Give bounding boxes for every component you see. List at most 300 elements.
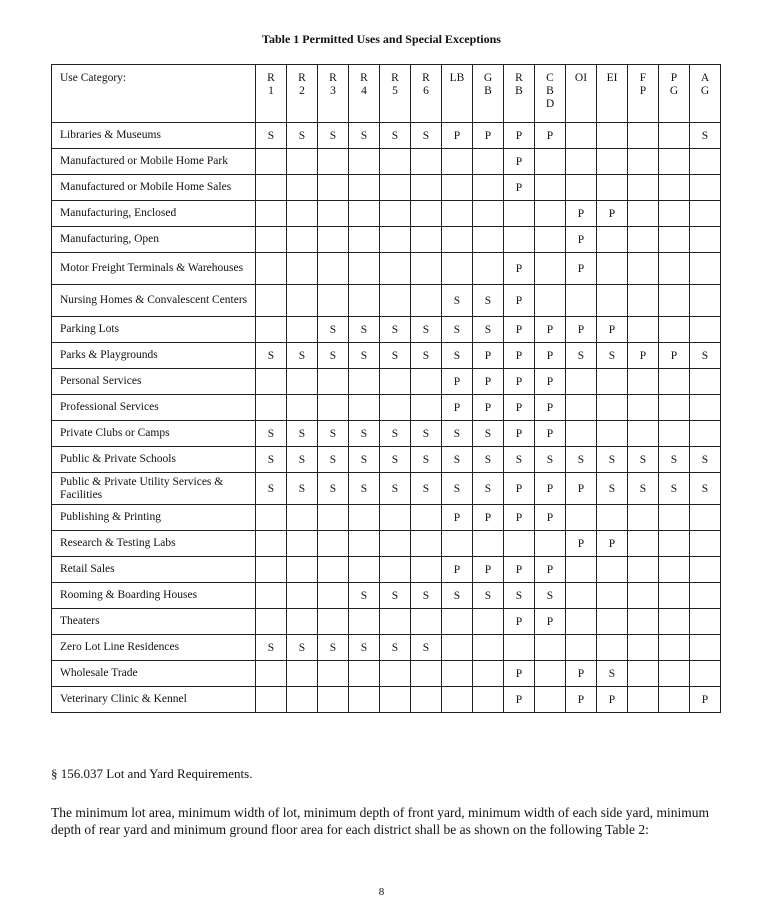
permission-cell: P [504,395,535,421]
use-category-cell: Public & Private Schools [52,447,256,473]
permission-cell [628,505,659,531]
permission-cell: S [349,421,380,447]
table-row [52,343,721,369]
district-header [411,65,442,123]
permission-cell: P [566,687,597,713]
district-header [256,65,287,123]
use-category-cell: Parking Lots [52,317,256,343]
permission-cell: S [287,447,318,473]
permission-cell [411,395,442,421]
permission-cell [690,227,721,253]
permission-cell: S [256,635,287,661]
use-category-cell: Manufactured or Mobile Home Sales [52,175,256,201]
permission-cell [349,395,380,421]
permission-cell [287,687,318,713]
district-header [380,65,411,123]
permission-cell: P [504,473,535,505]
permission-cell: S [256,123,287,149]
permission-cell [659,395,690,421]
permission-cell [566,395,597,421]
permission-cell: S [473,447,504,473]
permission-cell [597,505,628,531]
permission-cell [349,369,380,395]
table-row [52,175,721,201]
permission-cell: S [349,447,380,473]
district-code-part: G [669,85,679,97]
permission-cell [442,253,473,285]
permission-cell: P [504,285,535,317]
district-code-part: A [700,72,710,84]
district-code-part: D [545,98,555,110]
permission-cell: S [597,473,628,505]
permission-cell: P [535,421,566,447]
district-header [566,65,597,123]
permission-cell [690,505,721,531]
permission-cell: S [566,447,597,473]
permission-cell: S [349,473,380,505]
permission-cell [690,175,721,201]
permission-cell [473,531,504,557]
permission-cell [628,175,659,201]
permission-cell: S [380,635,411,661]
district-code-part: C [546,72,554,84]
permission-cell [690,369,721,395]
permission-cell [566,149,597,175]
permission-cell [256,175,287,201]
permission-cell [287,285,318,317]
permission-cell [628,661,659,687]
permission-cell: S [349,343,380,369]
permission-cell: P [504,343,535,369]
permission-cell [411,531,442,557]
permission-cell [473,253,504,285]
permission-cell [690,149,721,175]
permission-cell [659,317,690,343]
permission-cell [442,609,473,635]
permission-cell [256,317,287,343]
table-row [52,661,721,687]
table-row [52,369,721,395]
permission-cell [380,227,411,253]
permission-cell [287,531,318,557]
district-code-part: EI [606,72,618,84]
permission-cell: S [442,285,473,317]
district-header [473,65,504,123]
permission-cell [411,201,442,227]
permission-cell: S [473,317,504,343]
permission-cell [256,253,287,285]
permission-cell: S [473,583,504,609]
permission-cell: P [473,505,504,531]
use-category-cell: Personal Services [52,369,256,395]
district-header [318,65,349,123]
district-code-part: R [391,72,399,84]
permission-cell [442,201,473,227]
permission-cell: P [535,609,566,635]
district-header [535,65,566,123]
permission-cell: S [318,123,349,149]
permission-cell [287,369,318,395]
permission-cell [628,369,659,395]
permission-cell [287,557,318,583]
permission-cell: S [411,635,442,661]
permission-cell [349,505,380,531]
district-code-part: 1 [268,85,274,97]
permission-cell [566,505,597,531]
permission-cell [256,395,287,421]
table-row [52,557,721,583]
district-code-part: B [515,85,523,97]
permission-cell [535,285,566,317]
use-category-cell: Public & Private Utility Services & Facilities [52,473,256,505]
permission-cell [318,557,349,583]
permission-cell: P [535,123,566,149]
use-category-cell: Manufacturing, Enclosed [52,201,256,227]
district-code-part: G [483,72,493,84]
permission-cell: P [473,369,504,395]
permission-cell: P [628,343,659,369]
permission-cell [628,227,659,253]
permission-cell [628,149,659,175]
permission-cell: S [380,123,411,149]
permission-cell [659,285,690,317]
permission-cell [535,687,566,713]
permission-cell [690,531,721,557]
permission-cell: S [411,343,442,369]
permission-cell [287,583,318,609]
permission-cell [411,253,442,285]
table-row [52,227,721,253]
permission-cell [690,583,721,609]
permission-cell: S [287,473,318,505]
permission-cell: P [504,123,535,149]
table-title: Table 1 Permitted Uses and Special Exceptions [262,32,501,46]
table-row [52,473,721,505]
permission-cell [535,661,566,687]
permission-cell [504,635,535,661]
permission-cell: S [380,473,411,505]
permission-cell: S [628,473,659,505]
permission-cell: P [566,201,597,227]
district-code-part: R [298,72,306,84]
permission-cell: S [597,447,628,473]
permission-cell [380,395,411,421]
permission-cell [473,227,504,253]
district-header [287,65,318,123]
permission-cell [690,421,721,447]
permission-cell: P [442,505,473,531]
permission-cell [287,253,318,285]
permission-cell [442,635,473,661]
permission-cell: S [659,473,690,505]
permission-cell [411,557,442,583]
permission-cell: S [411,473,442,505]
permission-cell [597,285,628,317]
permission-cell [659,149,690,175]
permission-cell [473,149,504,175]
permission-cell [597,635,628,661]
permission-cell [659,123,690,149]
use-category-cell: Zero Lot Line Residences [52,635,256,661]
permission-cell [380,201,411,227]
permission-cell [380,687,411,713]
permitted-uses-table [51,64,721,713]
district-code-part: G [700,85,710,97]
use-category-cell: Parks & Playgrounds [52,343,256,369]
district-code-part: P [639,85,647,97]
body-paragraph: The minimum lot area, minimum width of lot, minimum depth of front yard, minimum width of each side yard, minimum depth of rear yard and minimum ground floor area for each district shall be as shown on the following Table 2: [51,805,710,837]
use-category-cell: Retail Sales [52,557,256,583]
permission-cell [380,175,411,201]
permission-cell [318,227,349,253]
permission-cell [566,635,597,661]
permission-cell [411,609,442,635]
permission-cell: S [690,123,721,149]
permission-cell [442,149,473,175]
district-code-part: R [329,72,337,84]
permission-cell: S [473,421,504,447]
permission-cell [256,557,287,583]
district-code-part: 5 [392,85,398,97]
permission-cell: S [380,343,411,369]
permission-cell [690,609,721,635]
district-code-part: R [360,72,368,84]
permission-cell [349,201,380,227]
district-code-part: 6 [423,85,429,97]
permission-cell: P [597,531,628,557]
permission-cell [659,227,690,253]
permission-cell [659,687,690,713]
district-code-part: R [515,72,523,84]
permission-cell [318,369,349,395]
permission-cell [628,687,659,713]
district-header [504,65,535,123]
permission-cell: S [380,421,411,447]
permission-cell: S [628,447,659,473]
permission-cell [318,175,349,201]
permission-cell: S [380,317,411,343]
permission-cell: S [287,421,318,447]
permission-cell: S [442,421,473,447]
permission-cell: S [380,583,411,609]
permission-cell [566,285,597,317]
permission-cell: S [597,661,628,687]
permission-cell: P [535,557,566,583]
permission-cell [473,609,504,635]
permission-cell: S [318,317,349,343]
permission-cell [287,149,318,175]
use-category-cell: Research & Testing Labs [52,531,256,557]
permission-cell [442,531,473,557]
district-code-part: R [422,72,430,84]
permission-cell [411,505,442,531]
permission-cell [690,253,721,285]
permission-cell: P [504,317,535,343]
permission-cell [628,557,659,583]
permission-cell [690,661,721,687]
permission-cell [597,583,628,609]
header-row [52,65,721,123]
permission-cell [287,505,318,531]
permission-cell [318,505,349,531]
permission-cell: S [256,421,287,447]
permission-cell [256,149,287,175]
permission-cell [287,395,318,421]
permission-cell: P [566,531,597,557]
permission-cell: P [504,421,535,447]
permission-cell [349,557,380,583]
permission-cell: S [659,447,690,473]
permission-cell: S [256,343,287,369]
permission-cell [349,661,380,687]
permission-cell: S [349,123,380,149]
use-category-cell: Veterinary Clinic & Kennel [52,687,256,713]
permission-cell [256,201,287,227]
permission-cell [659,421,690,447]
permission-cell [597,609,628,635]
permission-cell [256,609,287,635]
permission-cell [535,227,566,253]
permission-cell: S [256,473,287,505]
use-category-cell: Rooming & Boarding Houses [52,583,256,609]
permission-cell [473,175,504,201]
permission-cell: P [659,343,690,369]
permission-cell: S [504,583,535,609]
table-row [52,635,721,661]
permission-cell: P [535,395,566,421]
district-code-part: 2 [299,85,305,97]
permission-cell [535,175,566,201]
permission-cell: S [442,473,473,505]
permission-cell [628,421,659,447]
permission-cell [411,227,442,253]
permission-cell: S [411,447,442,473]
permission-cell: S [411,123,442,149]
permission-cell: S [287,343,318,369]
permission-cell [318,201,349,227]
permission-cell [318,687,349,713]
permission-cell [628,317,659,343]
permission-cell: P [566,661,597,687]
district-code-part: LB [449,72,465,84]
permission-cell: P [504,557,535,583]
permission-cell: P [597,201,628,227]
permission-cell [659,531,690,557]
permission-cell: S [287,123,318,149]
permission-cell [256,687,287,713]
permission-cell [566,175,597,201]
permission-cell [628,253,659,285]
permission-cell [380,661,411,687]
permission-cell [380,557,411,583]
permission-cell [473,635,504,661]
permission-cell [690,557,721,583]
district-code-part: B [484,85,492,97]
permission-cell [597,123,628,149]
page-number: 8 [378,886,385,898]
use-category-cell: Motor Freight Terminals & Warehouses [52,253,256,285]
permission-cell [318,531,349,557]
permission-cell [628,635,659,661]
permission-cell: P [535,343,566,369]
permission-cell [318,253,349,285]
permission-cell [287,201,318,227]
district-header [442,65,473,123]
permission-cell [535,149,566,175]
permission-cell: S [318,447,349,473]
permission-cell [566,369,597,395]
permission-cell [287,317,318,343]
permission-cell: S [318,343,349,369]
permission-cell: S [411,421,442,447]
table-row [52,285,721,317]
permission-cell [597,557,628,583]
permission-cell: S [380,447,411,473]
permission-cell [597,175,628,201]
district-header [628,65,659,123]
table-row [52,447,721,473]
use-category-cell: Wholesale Trade [52,661,256,687]
permission-cell [659,557,690,583]
permission-cell: S [318,635,349,661]
permission-cell [504,531,535,557]
permission-cell: S [566,343,597,369]
permission-cell [318,285,349,317]
permission-cell: S [349,635,380,661]
permission-cell: S [442,583,473,609]
permission-cell [380,285,411,317]
permission-cell [411,149,442,175]
permission-cell [659,609,690,635]
permission-cell [318,661,349,687]
permission-cell [628,395,659,421]
permission-cell [380,369,411,395]
permission-cell: S [442,343,473,369]
district-code-part: P [670,72,678,84]
permission-cell [349,609,380,635]
permission-cell [659,505,690,531]
use-category-cell: Manufactured or Mobile Home Park [52,149,256,175]
table-row [52,531,721,557]
permission-cell [690,317,721,343]
district-header [690,65,721,123]
permission-cell: P [473,123,504,149]
permission-cell [535,201,566,227]
permission-cell [287,661,318,687]
permission-cell [597,253,628,285]
permission-cell [566,609,597,635]
permission-cell [690,635,721,661]
permission-cell: P [442,395,473,421]
permission-cell [256,661,287,687]
permission-cell [318,395,349,421]
permission-cell [256,531,287,557]
permission-cell [380,505,411,531]
permission-cell [597,421,628,447]
table-row [52,317,721,343]
section-heading: § 156.037 Lot and Yard Requirements. [51,766,253,781]
permission-cell [287,609,318,635]
table-row [52,583,721,609]
permission-cell: S [411,583,442,609]
permission-cell: P [442,369,473,395]
permission-cell [690,395,721,421]
permission-cell [287,175,318,201]
permission-cell [628,609,659,635]
permission-cell: S [504,447,535,473]
permission-cell: P [690,687,721,713]
permission-cell: P [504,661,535,687]
